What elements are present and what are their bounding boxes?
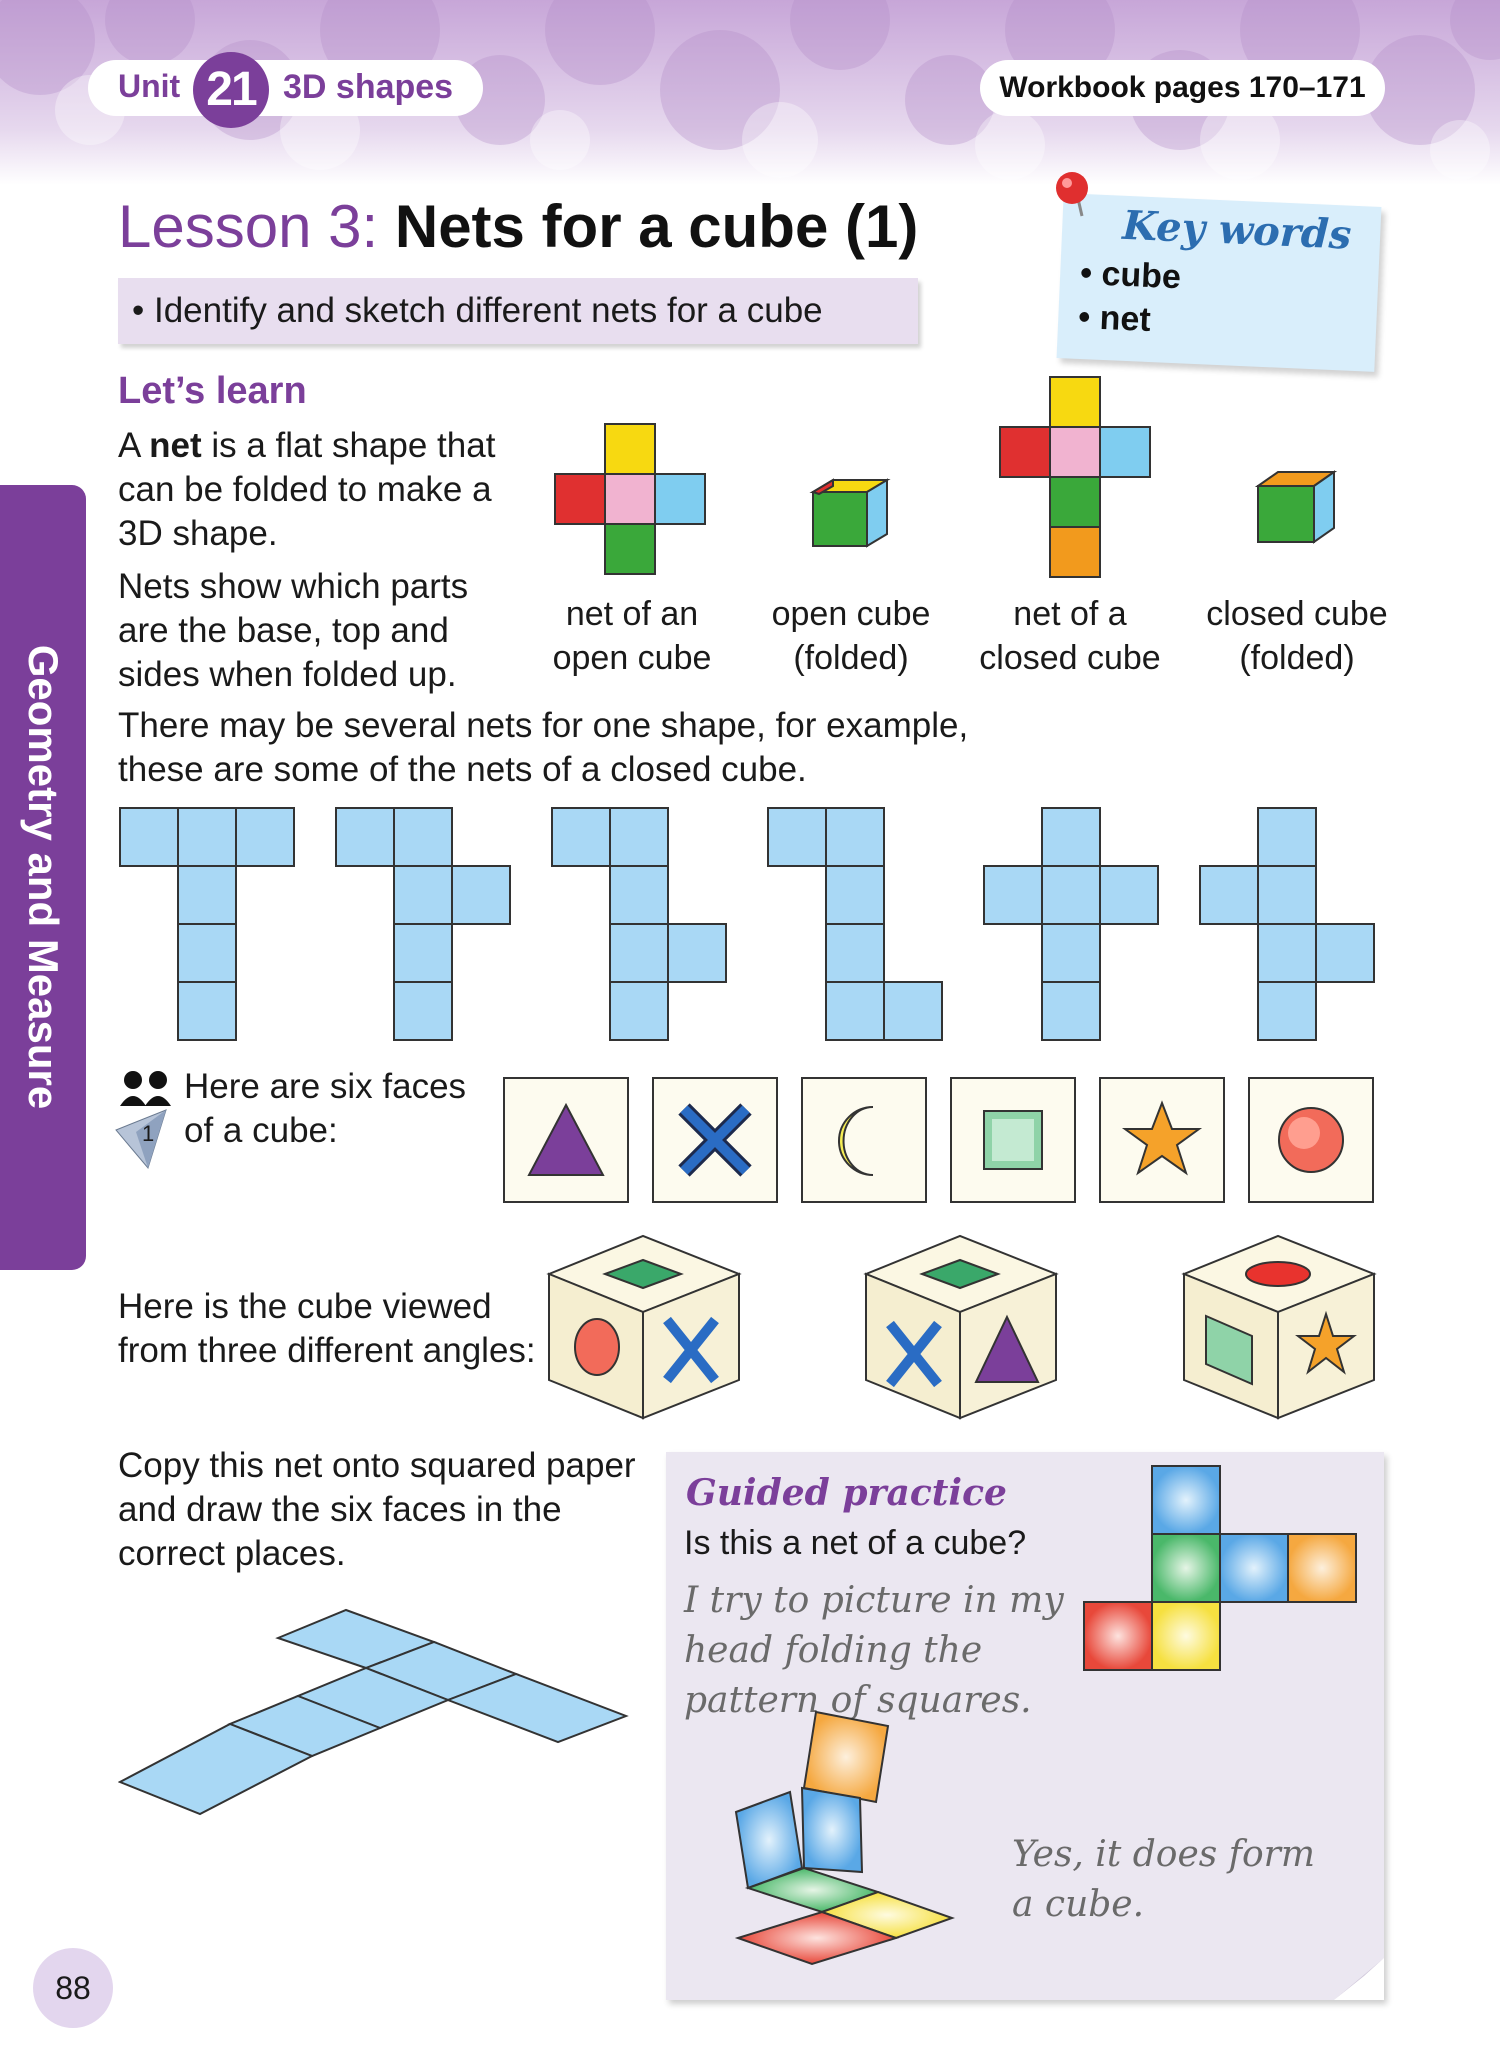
- star-icon: [1101, 1079, 1223, 1201]
- face-card: [1099, 1077, 1225, 1203]
- caption-net-open-cube: [527, 592, 737, 680]
- net-example-6: [1200, 808, 1374, 1040]
- text-line: of a cube:: [184, 1111, 338, 1150]
- cube-view-2: [862, 1232, 1072, 1422]
- side-tab: [0, 485, 86, 1270]
- text-line: head folding the: [684, 1630, 983, 1671]
- caption-net-closed-cube: [965, 592, 1175, 680]
- text-fragment: is a flat shape that: [201, 426, 496, 465]
- page-curl: [1334, 1958, 1384, 2000]
- text-line: 3D shape.: [118, 514, 278, 553]
- lesson-title: [118, 192, 918, 261]
- net-explanation: [118, 565, 538, 697]
- push-pin-icon: [1050, 168, 1100, 228]
- net-example-5: [984, 808, 1158, 1040]
- open-cube-folded-illustration: [805, 470, 905, 570]
- circle-icon: [575, 1319, 619, 1375]
- caption-line: open cube: [552, 639, 712, 677]
- guided-net-illustration: [1080, 1462, 1370, 1692]
- text-line: Nets show which parts: [118, 567, 469, 606]
- net-example-2: [336, 808, 510, 1040]
- text-line: a cube.: [1012, 1884, 1145, 1925]
- text-line: correct places.: [118, 1534, 346, 1573]
- face-card: [801, 1077, 927, 1203]
- caption-line: open cube: [771, 595, 931, 633]
- text-line: are the base, top and: [118, 611, 449, 650]
- side-tab-label: Geometry and Measure: [20, 644, 67, 1110]
- page-number: 88: [33, 1948, 113, 2028]
- face-card: [503, 1077, 629, 1203]
- caption-line: net of an: [565, 595, 699, 633]
- unit-number: 21: [193, 52, 269, 128]
- circle-icon: [1246, 1262, 1310, 1286]
- text-line: Copy this net onto squared paper: [118, 1446, 636, 1485]
- text-fragment: A: [118, 426, 150, 465]
- unit-title: 3D shapes: [283, 68, 454, 106]
- isometric-t-net: [118, 1588, 638, 1828]
- cross-icon: [654, 1079, 776, 1201]
- lets-learn-heading: Let’s learn: [118, 370, 307, 412]
- caption-line: closed cube: [1206, 595, 1388, 633]
- net-example-3: [552, 808, 726, 1040]
- face-card: [652, 1077, 778, 1203]
- text-line: Here is the cube viewed: [118, 1287, 492, 1326]
- guided-practice-question: Is this a net of a cube?: [684, 1524, 1027, 1562]
- face-card: [950, 1077, 1076, 1203]
- caption-line: net of a: [1013, 595, 1127, 633]
- unit-badge: [88, 60, 483, 116]
- unit-label: Unit: [118, 68, 181, 104]
- closed-cube-net-illustration: [990, 372, 1160, 587]
- net-definition: [118, 424, 538, 556]
- net-bold-term: net: [149, 426, 202, 465]
- caption-line: closed cube: [979, 639, 1161, 677]
- caption-closed-cube-folded: [1182, 592, 1412, 680]
- crescent-moon-icon: [803, 1079, 925, 1201]
- cube-views-text: [118, 1285, 568, 1373]
- guided-practice-heading: Guided practice: [686, 1472, 1007, 1514]
- answer-text: [1012, 1830, 1315, 1930]
- text-line: There may be several nets for one shape, for example,: [118, 706, 969, 745]
- lesson-prefix: Lesson 3:: [118, 193, 379, 260]
- text-line: can be folded to make a: [118, 470, 492, 509]
- triangle-icon: [505, 1079, 627, 1201]
- header-banner: [0, 0, 1500, 185]
- activity-number: 1: [142, 1121, 155, 1146]
- text-line: pattern of squares.: [684, 1680, 1032, 1721]
- face-card: [1248, 1077, 1374, 1203]
- text-line: from three different angles:: [118, 1331, 536, 1370]
- square-icon: [952, 1079, 1074, 1201]
- caption-line: (folded): [793, 639, 909, 677]
- key-words-card: [1057, 193, 1382, 372]
- caption-line: (folded): [1239, 639, 1355, 677]
- circle-icon: [1250, 1079, 1372, 1201]
- text-line: Here are six faces: [184, 1067, 467, 1106]
- text-line: and draw the six faces in the: [118, 1490, 562, 1529]
- open-cube-net-illustration: [550, 372, 710, 582]
- caption-open-cube-folded: [746, 592, 956, 680]
- guided-practice-panel: [666, 1452, 1384, 2000]
- text-line: I try to picture in my: [684, 1580, 1064, 1621]
- net-example-4: [768, 808, 942, 1040]
- lesson-name: Nets for a cube (1): [394, 193, 919, 260]
- cube-view-1: [545, 1232, 755, 1422]
- copy-net-instructions: [118, 1444, 678, 1576]
- six-faces-text: [184, 1065, 504, 1153]
- several-nets-text: [118, 704, 1078, 792]
- key-words-heading: Key words: [1121, 201, 1353, 259]
- text-line: Yes, it does form: [1012, 1834, 1316, 1875]
- key-word-item: • net: [1077, 297, 1152, 340]
- lesson-objective: • Identify and sketch different nets for a cube: [118, 278, 918, 344]
- folding-cube-illustration: [726, 1702, 986, 1992]
- net-example-1: [120, 808, 294, 1040]
- key-word-item: • cube: [1079, 253, 1182, 297]
- cube-view-3: [1180, 1232, 1390, 1422]
- workbook-pages-badge: Workbook pages 170–171: [980, 60, 1385, 116]
- closed-cube-nets-row: [118, 806, 1388, 1046]
- text-line: sides when folded up.: [118, 655, 457, 694]
- text-line: these are some of the nets of a closed cube.: [118, 750, 807, 789]
- closed-cube-folded-illustration: [1248, 462, 1348, 562]
